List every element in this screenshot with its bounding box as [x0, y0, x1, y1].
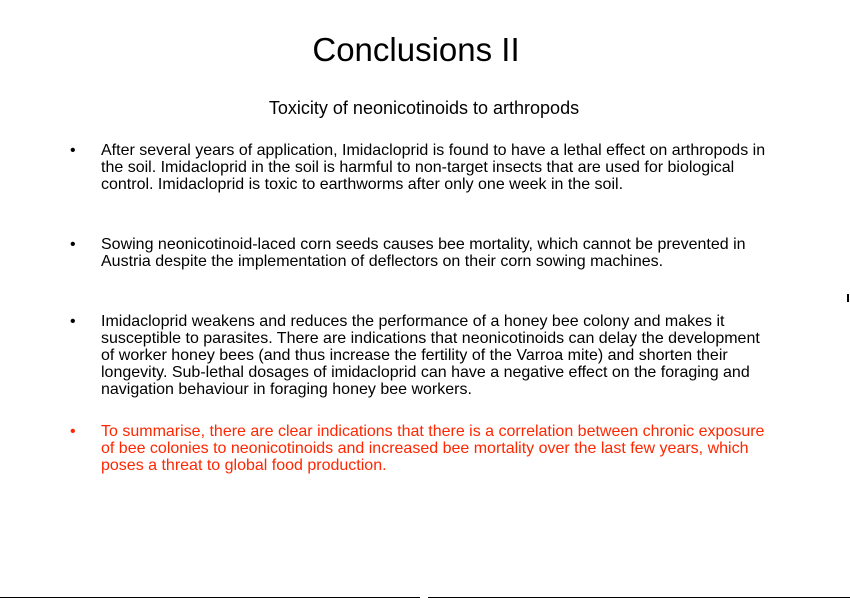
bottom-divider-left [0, 597, 420, 598]
edge-marker [847, 294, 849, 302]
bullet-dot-icon: • [70, 236, 76, 253]
slide-subtitle: Toxicity of neonicotinoids to arthropods [268, 98, 580, 118]
bullet-dot-icon: • [70, 313, 76, 330]
bullet-text-4: To summarise, there are clear indications that there is a correlation between chronic exposure of bee colonies to neonicotinoids and increased bee mortality over the last few years, which poses a threat to global food production. [101, 423, 765, 474]
bullet-text-3: Imidacloprid weakens and reduces the performance of a honey bee colony and makes it susceptible to parasites. There are indications that neonicotinoids can delay the development of worker honey bees (and thus increase the fertility of the Varroa mite) and shorten their longevity. Sub-lethal dosages of imidacloprid can have a negative effect on the foraging and navigation behaviour in foraging honey bee workers. [101, 313, 760, 398]
bullet-dot-icon: • [70, 423, 76, 440]
bullet-text-1: After several years of application, Imidacloprid is found to have a lethal effect on arthropods in the soil. Imidacloprid in the soil is harmful to non-target insects that are used for biological control. Imidacloprid is toxic to earthworms after only one week in the soil. [101, 142, 766, 193]
bottom-divider-right [428, 597, 850, 598]
bullet-item-4-summary [70, 423, 770, 474]
bullet-item-1 [70, 142, 770, 193]
bullet-dot-icon: • [70, 142, 76, 159]
slide-title: Conclusions II [312, 31, 520, 68]
bullet-text-2: Sowing neonicotinoid-laced corn seeds causes bee mortality, which cannot be prevented in Austria despite the implementation of deflectors on their corn sowing machines. [101, 236, 746, 270]
bullet-item-2 [70, 236, 770, 270]
bullet-item-3 [70, 313, 770, 398]
